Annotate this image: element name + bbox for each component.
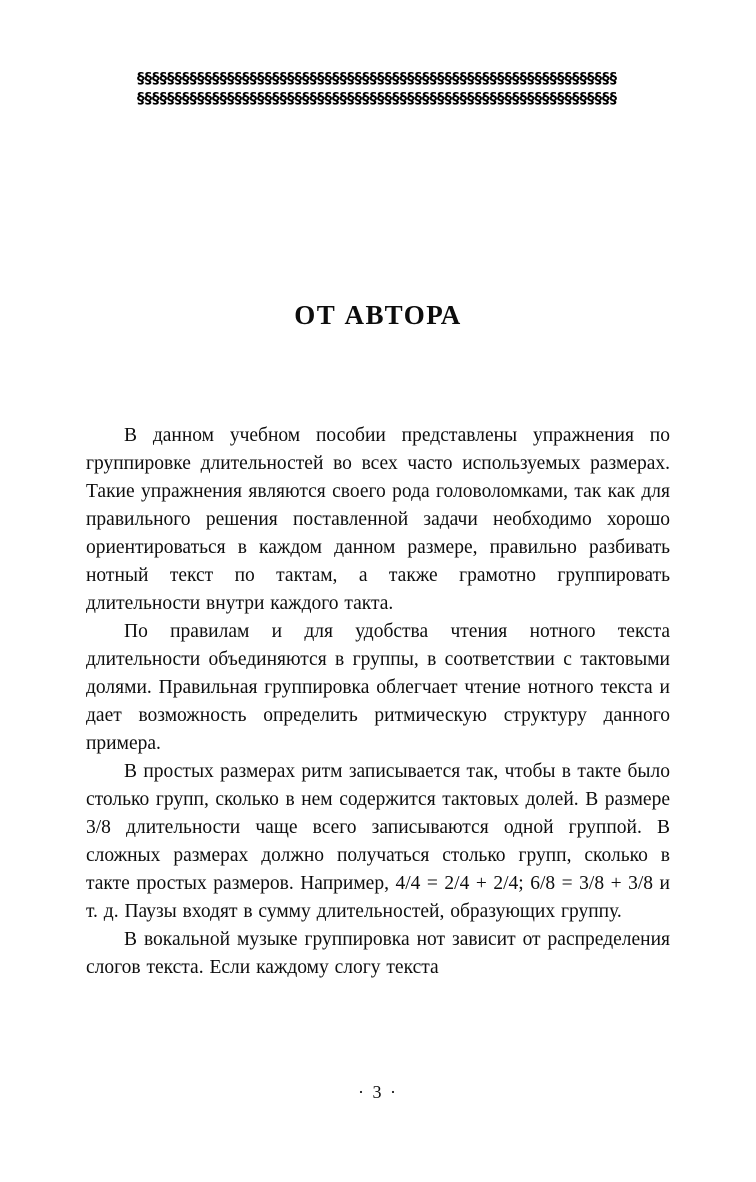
body-text: [86, 422, 670, 982]
page-number: · 3 ·: [358, 1082, 398, 1102]
page-title: ОТ АВТОРА: [294, 300, 462, 330]
paragraph: По правилам и для удобства чтения нотного текста длительности объединяются в группы, в соответствии с тактовыми долями. Правильная группировка облегчает чтение нотного текста и дает возможность определить ритмическую структуру данного примера.: [86, 621, 670, 754]
paragraph: В вокальной музыке группировка нот зависит от распределения слогов текста. Если каждому слогу текста: [86, 929, 670, 978]
ornament-row-top: §§§§§§§§§§§§§§§§§§§§§§§§§§§§§§§§§§§§§§§§§§§§§§§§§§§§§§§§§§§§§§§§: [137, 69, 617, 87]
ornament-band: [84, 68, 670, 112]
paragraph: В данном учебном пособии представлены упражнения по группировке длительностей во всех часто используемых размерах. Такие упражнения являются своего рода головоломками, так как для правильного решения поставленной задачи необходимо хорошо ориентироваться в каждом данном размере, правильно разбивать нотный текст по тактам, а также грамотно группировать длительности внутри каждого такта.: [86, 425, 670, 614]
paragraph: В простых размерах ритм записывается так, чтобы в такте было столько групп, сколько в нем содержится тактовых долей. В размере 3/8 длительности чаще всего записываются одной группой. В сложных размерах должно получаться столько групп, сколько в такте простых размеров. Например, 4/4 = 2/4 + 2/4; 6/8 = 3/8 + 3/8 и т. д. Паузы входят в сумму длительностей, образующих группу.: [86, 761, 670, 922]
ornament-row-bottom: §§§§§§§§§§§§§§§§§§§§§§§§§§§§§§§§§§§§§§§§§§§§§§§§§§§§§§§§§§§§§§§§: [137, 89, 617, 107]
